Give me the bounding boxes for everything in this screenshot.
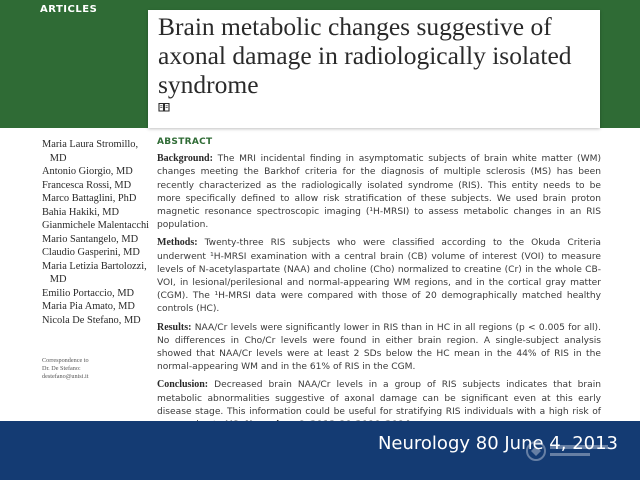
results-label: Results: [157, 321, 192, 333]
correspondence-email[interactable]: destefano@unisi.it [42, 373, 89, 380]
results-text: NAA/Cr levels were significantly lower in RIS than in HC in all regions (p < 0.005 for all). No differences in Cho/Cr levels were found in either brain region. A single-subject analysis showed that NAA/Cr levels were at least 2 SDs below the HC mean in the 44% of RIS in the normal-appearing WM and in the 61% of RIS in the CGM. [157, 322, 601, 373]
author-line: Francesca Rossi, MD [42, 179, 132, 191]
methods-label: Methods: [157, 237, 198, 249]
author-line: Maria Laura Stromillo, [42, 139, 139, 150]
title-box [148, 10, 600, 128]
author-line: Nicola De Stefano, MD [42, 314, 141, 326]
author-line: Claudio Gasperini, MD [42, 247, 140, 258]
author-line: MD [42, 152, 67, 164]
author-list [42, 138, 152, 327]
correspondence-note [42, 357, 152, 381]
source-citation: Neurology 80 June 4, 2013 [377, 433, 618, 454]
author-line: MD [42, 274, 67, 285]
author-line: Bahia Hakiki, MD [42, 206, 120, 218]
book-icon[interactable] [158, 102, 170, 112]
footer-band [0, 421, 640, 480]
author-line: Gianmichele Malentacchi [42, 220, 150, 231]
conclusion-label: Conclusion: [157, 379, 209, 391]
conclusion-text: Decreased brain NAA/Cr levels in a group of RIS subjects indicates that brain metabolic abnormalities suggestive of axonal damage can be significant even at this early disease stage. This information could be useful for stratifying RIS individuals with a high risk of [157, 380, 601, 417]
methods-text: Twenty-three RIS subjects who were classified according to the Okuda Criteria underwent ¹H-MRSI examination with a central brain (CB) volume of interest (VOI) to measure levels of N-acetylaspartate (NAA) and choline (Cho) normalized to creatine (Cr) in the whole CB-VOI, in lesional/perilesional and normal-appearing WM regions, and in the cortical gray matter (CGM). The ¹H-MRSI data were compared with those of 20 demographically matched healthy controls (HC). [157, 238, 601, 315]
author-line: Mario Santangelo, MD [42, 233, 139, 245]
section-label: ARTICLES [40, 4, 98, 15]
background-paragraph [157, 152, 601, 232]
author-line: Maria Letizia Bartolozzi, [42, 260, 147, 272]
methods-paragraph [157, 236, 601, 316]
author-line: Marco Battaglini, PhD [42, 193, 137, 204]
author-line: Maria Pia Amato, MD [42, 301, 135, 312]
background-label: Background: [157, 153, 213, 165]
article-title: Brain metabolic changes suggestive of axonal damage in radiologically isolated syndrome [158, 12, 572, 99]
correspondence-line: Correspondence to [42, 357, 89, 364]
abstract-heading: ABSTRACT [157, 137, 213, 147]
results-paragraph [157, 321, 601, 375]
background-text: The MRI incidental finding in asymptomatic subjects of brain white matter (WM) changes meeting the Barkhof criteria for the diagnosis of multiple sclerosis (MS) has been recently characterized as the radiologically isolated syndrome (RIS). This entity needs to be more specifically defined to allow risk stratification of these subjects. We used brain proton magnetic resonance spectroscopic imaging (¹H-MRSI) to assess metabolic changes in an RIS population. [157, 154, 601, 231]
abstract [157, 136, 601, 436]
author-line: Antonio Giorgio, MD [42, 166, 133, 177]
author-line: Emilio Portaccio, MD [42, 287, 135, 299]
correspondence-line: Dr. De Stefano: [42, 365, 81, 372]
